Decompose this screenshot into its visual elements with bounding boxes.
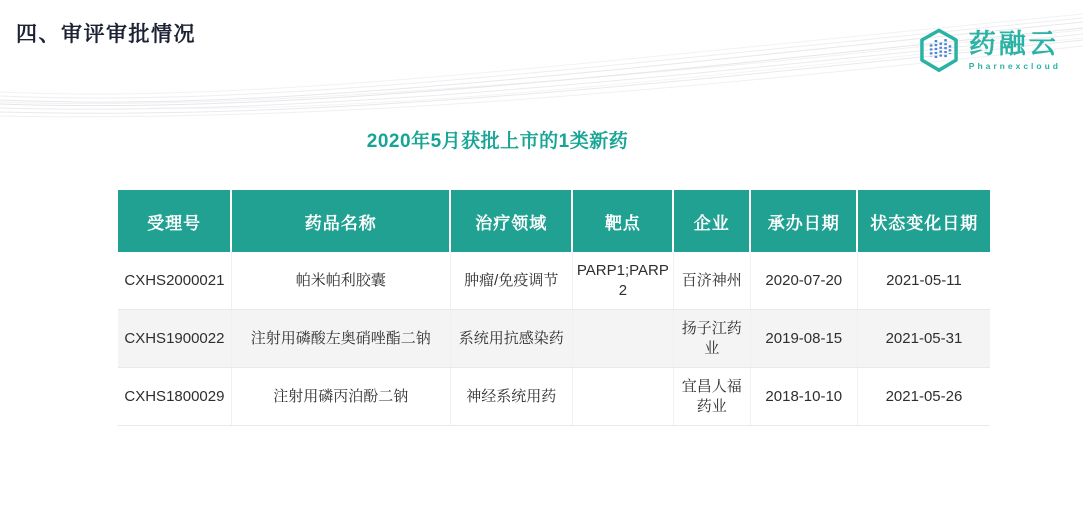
hexagon-bar-chart-icon: [918, 27, 960, 74]
table-cell: 注射用磷丙泊酚二钠: [231, 368, 450, 426]
logo-name: 药融云: [968, 28, 1059, 59]
table-cell: [572, 368, 673, 426]
table-row: [118, 368, 990, 426]
table-cell: CXHS1900022: [118, 310, 231, 368]
table-row: [118, 252, 990, 310]
table-cell: 2019-08-15: [750, 310, 857, 368]
column-header: 治疗领域: [450, 190, 572, 252]
table-cell: PARP1;PARP2: [572, 252, 673, 310]
table-cell: 注射用磷酸左奥硝唑酯二钠: [231, 310, 450, 368]
column-header: 受理号: [118, 190, 231, 252]
table-body: [118, 252, 990, 426]
column-header: 靶点: [572, 190, 673, 252]
table-cell: CXHS1800029: [118, 368, 231, 426]
table-cell: 2021-05-26: [857, 368, 990, 426]
table-cell: [572, 310, 673, 368]
table-cell: 帕米帕利胶囊: [231, 252, 450, 310]
table-cell: CXHS2000021: [118, 252, 231, 310]
column-header: 药品名称: [231, 190, 450, 252]
approval-table-container: [118, 190, 990, 426]
header-row: [118, 190, 990, 252]
table-cell: 系统用抗感染药: [450, 310, 572, 368]
pharnexcloud-logo: [918, 27, 1061, 74]
table-cell: 宜昌人福药业: [673, 368, 750, 426]
table-cell: 肿瘤/免疫调节: [450, 252, 572, 310]
logo-subtitle: Pharnexcloud: [968, 61, 1061, 72]
section-heading: 四、审评审批情况: [16, 23, 196, 46]
table-cell: 百济神州: [673, 252, 750, 310]
table-cell: 2021-05-31: [857, 310, 990, 368]
logo-text: [969, 30, 1061, 72]
table-cell: 神经系统用药: [450, 368, 572, 426]
table-cell: 2018-10-10: [750, 368, 857, 426]
approval-table: [118, 190, 990, 426]
table-cell: 扬子江药业: [673, 310, 750, 368]
column-header: 承办日期: [750, 190, 857, 252]
column-header: 状态变化日期: [857, 190, 990, 252]
column-header: 企业: [673, 190, 750, 252]
table-cell: 2020-07-20: [750, 252, 857, 310]
table-cell: 2021-05-11: [857, 252, 990, 310]
table-title: 2020年5月获批上市的1类新药: [366, 131, 629, 152]
table-row: [118, 310, 990, 368]
